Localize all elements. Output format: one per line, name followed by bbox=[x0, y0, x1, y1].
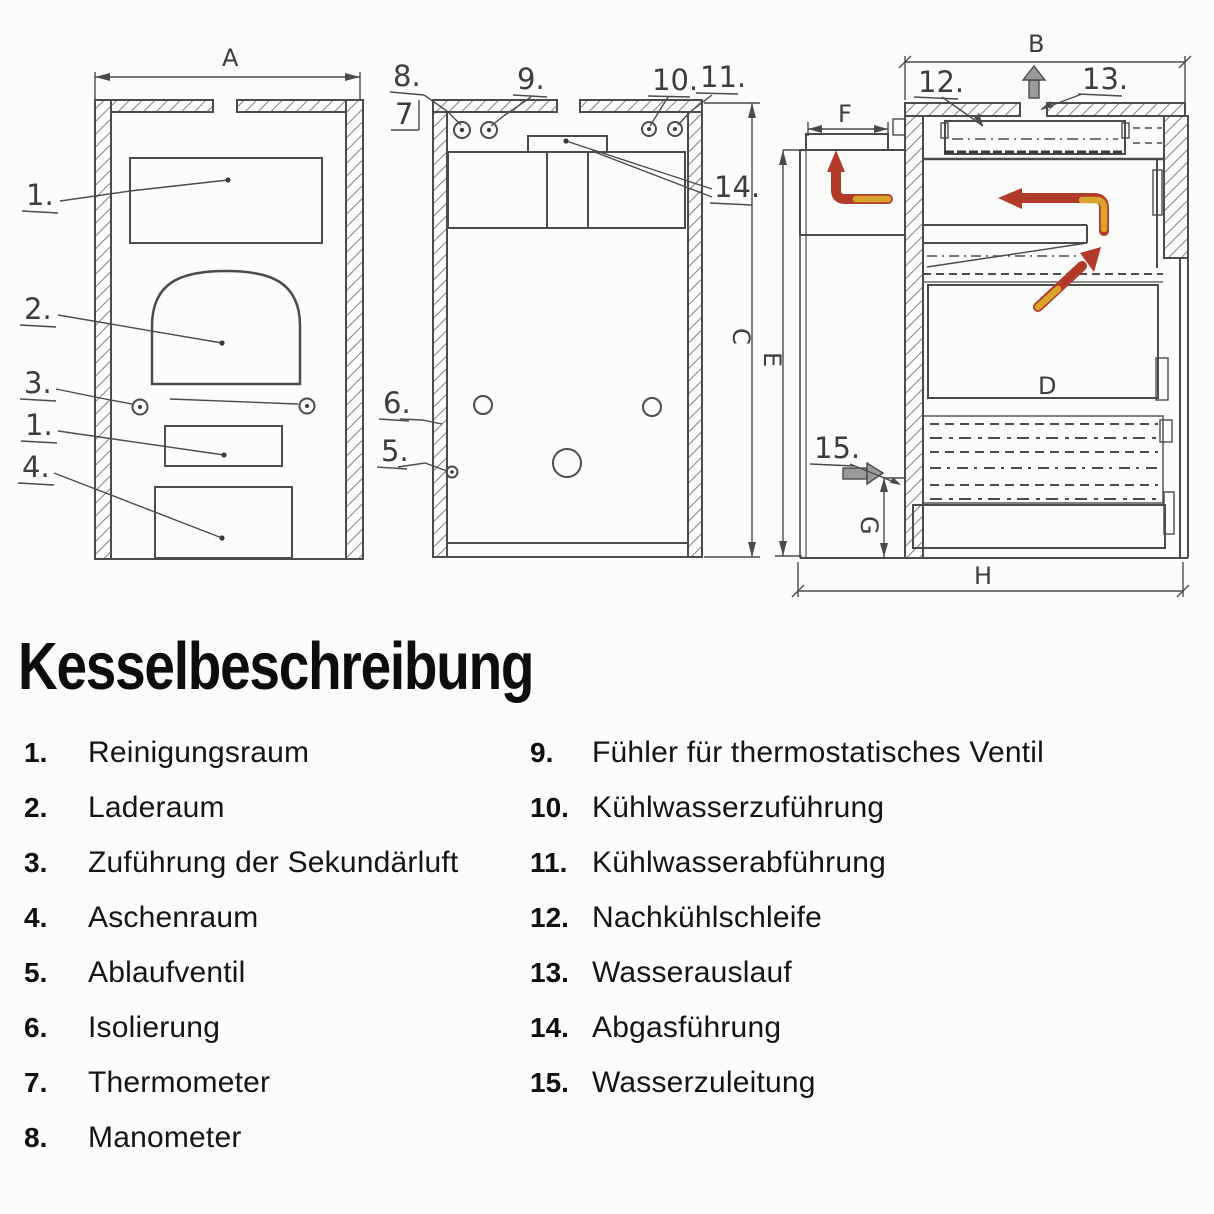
legend-label: Nachkühlschleife bbox=[592, 901, 822, 934]
side-ash-chamber bbox=[913, 505, 1165, 548]
legend-number: 13. bbox=[530, 957, 569, 988]
dim-label-f: F bbox=[838, 100, 852, 128]
callout-4: 4. bbox=[22, 450, 50, 484]
legend-label: Fühler für thermostatisches Ventil bbox=[592, 736, 1044, 769]
callout-5: 5. bbox=[381, 434, 409, 468]
page-title: Kesselbeschreibung bbox=[18, 629, 534, 704]
legend-label: Laderaum bbox=[88, 791, 225, 824]
legend-item-3 bbox=[24, 846, 458, 880]
middle-flue-stub bbox=[528, 136, 607, 152]
water-jacket-region bbox=[923, 416, 1172, 503]
legend-number: 15. bbox=[530, 1067, 569, 1098]
front-lower-door bbox=[165, 426, 282, 466]
middle-top-wall-right bbox=[580, 100, 702, 112]
front-callout-underlines bbox=[18, 211, 58, 485]
legend-label: Isolierung bbox=[88, 1011, 221, 1044]
dim-label-b: B bbox=[1028, 30, 1045, 58]
legend-number: 10. bbox=[530, 792, 569, 823]
flue-gas-exit-arrow bbox=[827, 150, 888, 199]
front-cleaning-door bbox=[130, 158, 322, 243]
legend-item-6 bbox=[24, 1011, 220, 1045]
legend-number: 5. bbox=[24, 957, 48, 988]
dim-label-a: A bbox=[222, 44, 239, 72]
front-view bbox=[18, 44, 363, 559]
legend-number: 1. bbox=[24, 737, 48, 768]
legend-label: Thermometer bbox=[88, 1066, 271, 1099]
callout-13: 13. bbox=[1082, 62, 1129, 96]
legend-number: 4. bbox=[24, 902, 48, 933]
legend-label: Manometer bbox=[88, 1121, 242, 1154]
middle-air-opening-right bbox=[643, 398, 661, 416]
callout-1b: 1. bbox=[25, 408, 53, 442]
callout-10: 10. bbox=[652, 63, 699, 97]
legend-label: Wasserzuleitung bbox=[592, 1066, 816, 1099]
legend-item-2 bbox=[24, 791, 225, 825]
dim-label-g: G bbox=[855, 516, 883, 535]
callout-6: 6. bbox=[383, 386, 411, 420]
middle-top-wall-left bbox=[433, 100, 557, 112]
dim-label-h: H bbox=[974, 562, 993, 590]
legend-item-4 bbox=[24, 901, 258, 935]
legend-item-12 bbox=[530, 901, 822, 935]
legend-item-5 bbox=[24, 956, 246, 990]
legend-number: 9. bbox=[530, 737, 554, 768]
callout-7: 7 bbox=[395, 97, 414, 131]
middle-drain-opening bbox=[553, 449, 581, 477]
legend-item-1 bbox=[24, 736, 309, 770]
callout-1: 1. bbox=[26, 178, 54, 212]
middle-view bbox=[377, 59, 760, 557]
side-left-wall bbox=[905, 116, 923, 558]
front-top-wall-right bbox=[237, 100, 362, 112]
legend-item-14 bbox=[530, 1011, 781, 1045]
legend-label: Kühlwasserabführung bbox=[592, 846, 886, 879]
legend-number: 11. bbox=[530, 847, 568, 878]
legend-number: 3. bbox=[24, 847, 48, 878]
legend-item-9 bbox=[530, 736, 1044, 770]
legend-label: Kühlwasserzuführung bbox=[592, 791, 885, 824]
after-cooling-loop bbox=[893, 119, 1162, 154]
rising-gas-flow-arrow bbox=[1038, 247, 1101, 307]
legend-number: 14. bbox=[530, 1012, 569, 1043]
legend-label: Wasserauslauf bbox=[592, 956, 792, 989]
callout-3: 3. bbox=[24, 366, 52, 400]
legend-label: Zuführung der Sekundärluft bbox=[88, 846, 459, 879]
legend-item-8 bbox=[24, 1121, 242, 1155]
legend-item-13 bbox=[530, 956, 792, 990]
middle-drain-valve bbox=[447, 467, 458, 478]
legend-number: 8. bbox=[24, 1122, 48, 1153]
legend-number: 2. bbox=[24, 792, 48, 823]
side-view bbox=[758, 30, 1191, 597]
callout-12: 12. bbox=[918, 65, 965, 99]
side-top-wall-right bbox=[1047, 103, 1185, 116]
side-right-wall-top bbox=[1164, 116, 1188, 258]
dim-label-d: D bbox=[1038, 372, 1057, 400]
legend-label: Reinigungsraum bbox=[88, 736, 310, 769]
dimension-a bbox=[95, 72, 360, 100]
front-callout-labels bbox=[22, 178, 54, 484]
middle-loading-door bbox=[448, 152, 685, 228]
legend-item-11 bbox=[530, 846, 886, 880]
legend-label: Aschenraum bbox=[88, 901, 259, 934]
legend-number: 6. bbox=[24, 1012, 48, 1043]
flue-baffle bbox=[923, 225, 1087, 267]
front-right-wall bbox=[346, 100, 363, 559]
middle-air-opening-left bbox=[474, 396, 492, 414]
callout-14: 14. bbox=[714, 170, 761, 204]
middle-right-wall bbox=[688, 112, 702, 557]
legend-label: Abgasführung bbox=[592, 1011, 782, 1044]
dim-label-e: E bbox=[758, 352, 786, 368]
callout-9: 9. bbox=[517, 62, 545, 96]
water-outlet-arrow-icon bbox=[1023, 66, 1045, 98]
side-top-wall-left bbox=[905, 103, 1020, 116]
callout-15: 15. bbox=[814, 431, 861, 465]
legend-label: Ablaufventil bbox=[88, 956, 246, 989]
callout-11: 11. bbox=[700, 60, 747, 94]
legend-item-15 bbox=[530, 1066, 816, 1100]
front-top-wall-left bbox=[98, 100, 213, 112]
front-firebox-arch bbox=[152, 271, 300, 384]
middle-left-wall bbox=[433, 112, 447, 557]
front-ash-door bbox=[155, 487, 292, 558]
dim-label-c: C bbox=[727, 328, 755, 345]
callout-8: 8. bbox=[393, 59, 421, 93]
callout-2: 2. bbox=[24, 292, 52, 326]
legend-item-7 bbox=[24, 1066, 270, 1100]
legend-number: 12. bbox=[530, 902, 569, 933]
legend-number: 7. bbox=[24, 1067, 48, 1098]
legend-item-10 bbox=[530, 791, 884, 825]
